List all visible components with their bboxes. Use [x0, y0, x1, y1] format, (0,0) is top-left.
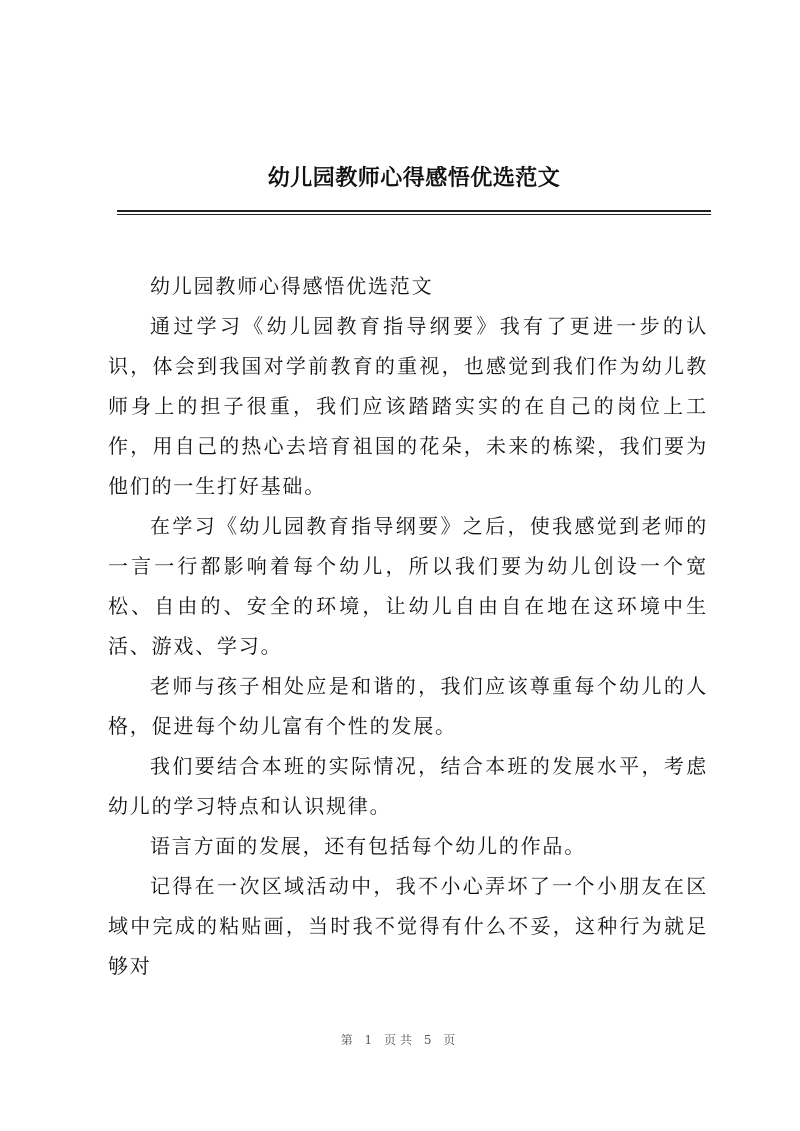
page-number: 第 1 页共 5 页 [340, 1033, 460, 1047]
paragraph: 我们要结合本班的实际情况，结合本班的发展水平，考虑幼儿的学习特点和认识规律。 [108, 754, 708, 818]
paragraph: 记得在一次区域活动中，我不小心弄坏了一个小朋友在区域中完成的粘贴画，当时我不觉得有什么不妥，这种行为就足够对 [108, 874, 708, 978]
paragraph: 在学习《幼儿园教育指导纲要》之后，使我感觉到老师的一言一行都影响着每个幼儿，所以我们要为幼儿创设一个宽松、自由的、安全的环境，让幼儿自由自在地在这环境中生活、游戏、学习。 [108, 514, 708, 658]
paragraph: 通过学习《幼儿园教育指导纲要》我有了更进一步的认识，体会到我国对学前教育的重视，也感觉到我们作为幼儿教师身上的担子很重，我们应该踏踏实实的在自己的岗位上工作，用自己的热心去培育祖国的花朵，未来的栋梁，我们要为他们的一生打好基础。 [108, 314, 708, 498]
paragraph: 老师与孩子相处应是和谐的，我们应该尊重每个幼儿的人格，促进每个幼儿富有个性的发展。 [108, 674, 708, 738]
document-title: 幼儿园教师心得感悟优选范文 [267, 165, 561, 191]
title-underline-thin [117, 214, 711, 215]
paragraph-heading: 幼儿园教师心得感悟优选范文 [150, 274, 434, 298]
document-body [108, 266, 708, 986]
document-header [117, 160, 711, 216]
paragraph: 语言方面的发展，还有包括每个幼儿的作品。 [150, 834, 586, 858]
title-underline-thick [117, 210, 711, 212]
